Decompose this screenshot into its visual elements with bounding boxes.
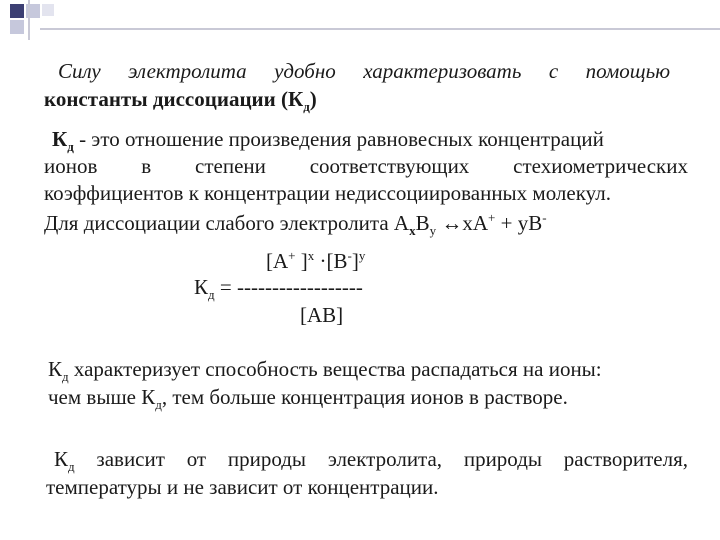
para5-line1 — [54, 446, 688, 475]
numerator-b: ·[B — [314, 249, 348, 273]
anion-charge: - — [542, 210, 547, 225]
subscript-y: y — [429, 223, 437, 239]
numerator-close-2: ] — [351, 249, 359, 273]
formula-numerator — [266, 248, 365, 274]
kd-subscript: д — [62, 369, 69, 385]
denominator: [AB] — [300, 303, 344, 327]
para4-line2 — [48, 384, 568, 413]
exponent-x: x — [307, 248, 315, 263]
kd-symbol: К — [52, 127, 68, 151]
para1-line1-text: Силу электролита удобно характеризовать с помощью — [58, 59, 670, 83]
para3-lead: Для диссоциации слабого электролита A — [44, 211, 410, 235]
numerator-a-charge: + — [288, 248, 296, 263]
numerator-b-charge: - — [347, 248, 352, 263]
kd-subscript: д — [208, 287, 215, 303]
numerator-a: [A — [266, 249, 289, 273]
para5-line1-text: зависит от природы электролита, природы растворителя, — [74, 447, 688, 471]
kd-subscript: д — [68, 459, 75, 475]
para1-line1 — [58, 58, 670, 84]
formula-denominator — [300, 302, 343, 328]
para2-line2-text: ионов в степени соответствующих стехиометрических — [44, 154, 688, 178]
para4-line2-end: , тем больше концентрация ионов в растворе. — [161, 385, 568, 409]
kd-symbol: К — [194, 275, 209, 299]
para2-line3 — [44, 180, 611, 206]
subscript-x: x — [409, 223, 416, 239]
para4-line2-start: чем выше К — [48, 385, 156, 409]
fraction-bar: = ------------------ — [214, 275, 363, 299]
kd-symbol: К — [54, 447, 69, 471]
para2-line1 — [52, 126, 604, 155]
equilibrium-arrow-text: ↔xA — [436, 211, 489, 235]
para4-line1-text: характеризует способность вещества распадаться на ионы: — [68, 357, 602, 381]
para5-line2-text: температуры и не зависит от концентрации. — [46, 475, 439, 499]
kd-subscript: д — [303, 99, 310, 115]
para3-line1 — [44, 210, 547, 239]
symbol-b: B — [415, 211, 430, 235]
kd-subscript: д — [155, 397, 162, 413]
para2-line2 — [44, 153, 688, 179]
para1-line2-end: ) — [309, 87, 317, 111]
kd-subscript: д — [67, 139, 74, 155]
para1-line2-text: константы диссоциации (К — [44, 87, 304, 111]
kd-symbol: К — [48, 357, 63, 381]
para2-line3-text: коэффициентов к концентрации недиссоциированных молекул. — [44, 181, 611, 205]
formula-main — [194, 274, 363, 303]
para5-line2 — [46, 474, 438, 500]
para1-line2 — [44, 86, 317, 115]
numerator-close: ] — [295, 249, 308, 273]
exponent-y: y — [358, 248, 366, 263]
anion-term: + yB — [495, 211, 543, 235]
para2-line1-text: - это отношение произведения равновесных концентраций — [73, 127, 604, 151]
cation-charge: + — [488, 210, 496, 225]
para4-line1 — [48, 356, 602, 385]
